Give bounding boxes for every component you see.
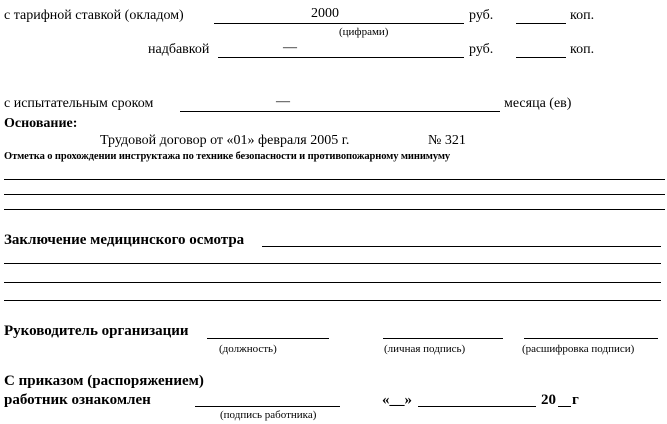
medical-line-3: [4, 300, 661, 301]
basis-label: Основание:: [4, 116, 78, 131]
rate-label: с тарифной ставкой (окладом): [4, 8, 184, 23]
bonus-label: надбавкой: [148, 42, 210, 57]
head-signature-hint: (личная подпись): [384, 343, 466, 355]
basis-contract-number: № 321: [428, 133, 466, 148]
rate-value-line: [214, 23, 464, 24]
acquaint-year-line[interactable]: [558, 406, 571, 407]
medical-label: Заключение медицинского осмотра: [4, 232, 245, 248]
head-label: Руководитель организации: [4, 323, 189, 339]
probation-value-line: [180, 111, 500, 112]
rate-value-field[interactable]: 2000: [311, 6, 339, 21]
briefing-label: Отметка о прохождении инструктажа по технике безопасности и противопожарному минимуму: [4, 151, 451, 162]
rate-hint: (цифрами): [339, 26, 389, 38]
bonus-value-line: [218, 57, 464, 58]
acquaint-signature-line[interactable]: [195, 406, 340, 407]
medical-line-0: [262, 246, 661, 247]
briefing-line-2: [4, 194, 665, 195]
bonus-value-field[interactable]: —: [283, 40, 297, 55]
rate-rub-label: руб.: [469, 8, 494, 23]
medical-line-1: [4, 263, 661, 264]
bonus-kop-line: [516, 57, 566, 58]
briefing-line-1: [4, 179, 665, 180]
head-decoding-hint: (расшифровка подписи): [522, 343, 635, 355]
head-position-hint: (должность): [219, 343, 277, 355]
bonus-rub-label: руб.: [469, 42, 494, 57]
head-decoding-line[interactable]: [524, 338, 658, 339]
rate-kop-line: [516, 23, 566, 24]
acquaint-line-2: работник ознакомлен: [4, 392, 151, 408]
probation-value-field[interactable]: —: [276, 94, 290, 109]
acquaint-month-line[interactable]: [418, 406, 536, 407]
head-signature-line[interactable]: [383, 338, 503, 339]
medical-line-2: [4, 282, 661, 283]
probation-unit-label: месяца (ев): [504, 96, 572, 111]
bonus-kop-label: коп.: [570, 42, 595, 57]
probation-label: с испытательным сроком: [4, 96, 154, 111]
briefing-line-3: [4, 209, 665, 210]
acquaint-year-prefix: 20: [541, 392, 556, 408]
acquaint-year-suffix: г: [572, 392, 579, 408]
head-position-line[interactable]: [207, 338, 329, 339]
acquaint-day-field[interactable]: «__»: [382, 392, 412, 408]
rate-kop-label: коп.: [570, 8, 595, 23]
acquaint-line-1: С приказом (распоряжением): [4, 373, 204, 389]
basis-contract: Трудовой договор от «01» февраля 2005 г.: [100, 133, 350, 148]
acquaint-signature-hint: (подпись работника): [220, 409, 317, 421]
